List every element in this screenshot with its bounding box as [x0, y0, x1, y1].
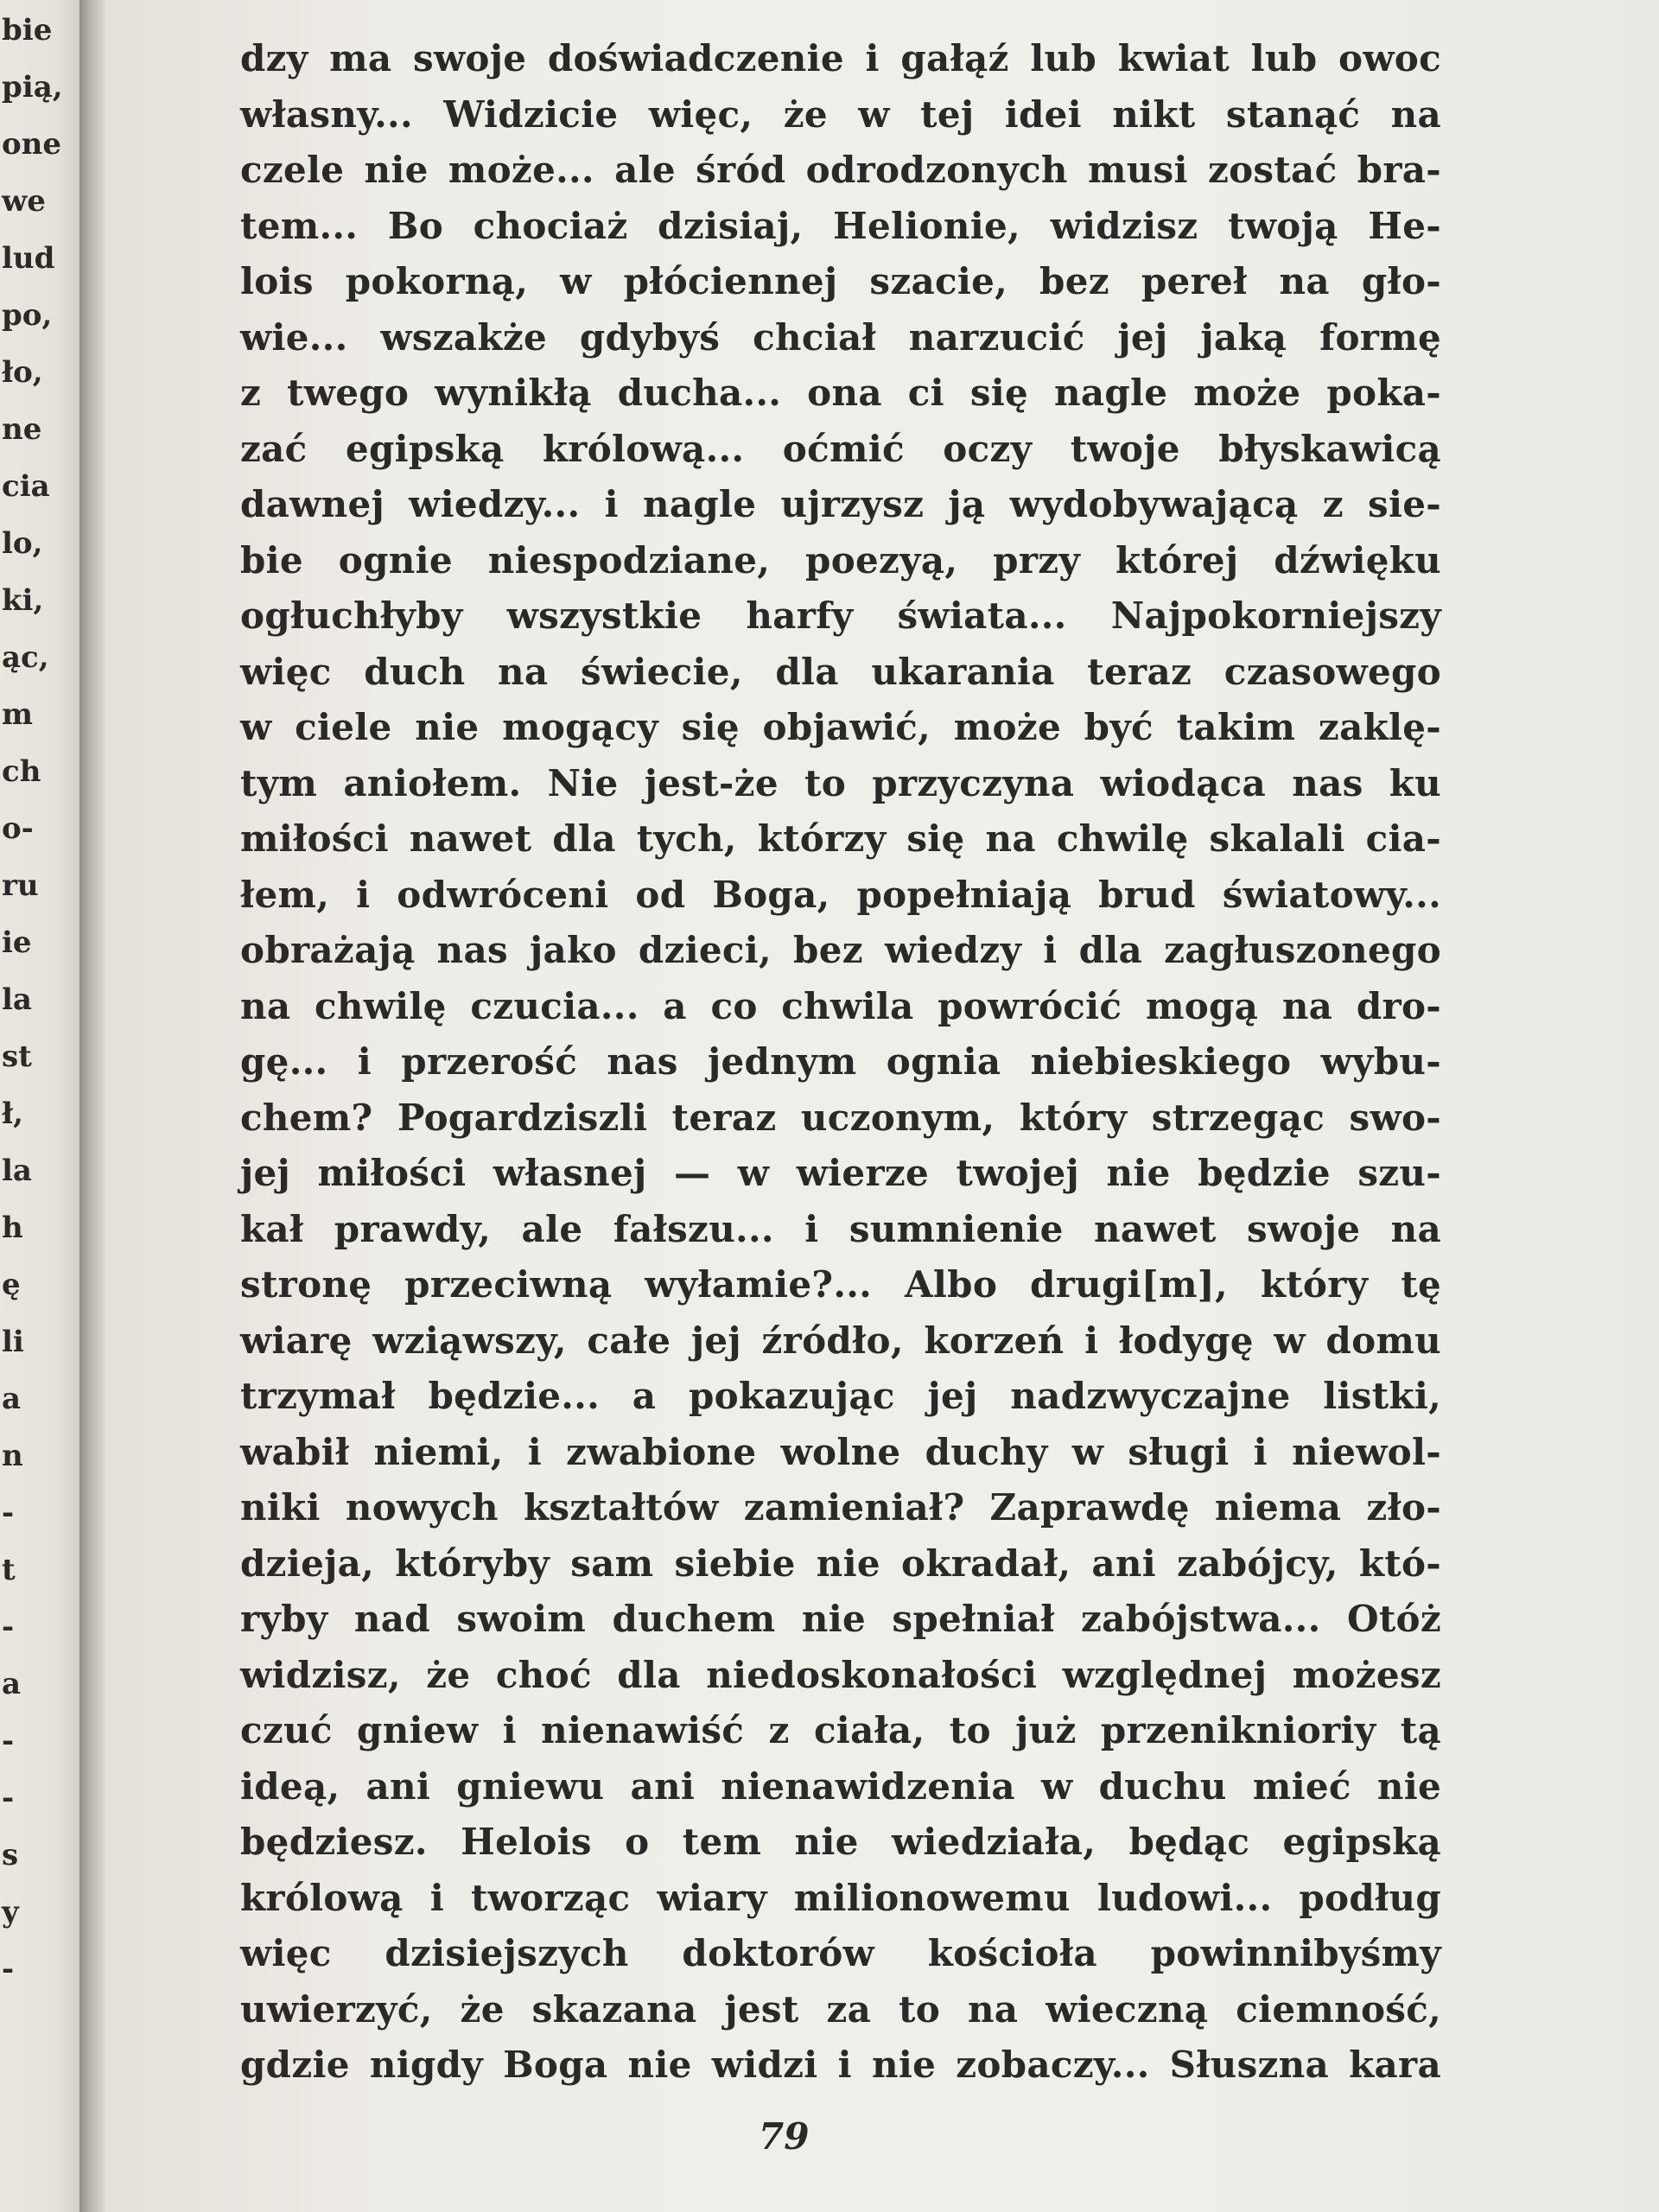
text-line: kał prawdy, ale fałszu... i sumnienie nawet swoje na — [240, 1207, 1441, 1250]
facing-page-fragment: st — [2, 1039, 32, 1074]
facing-page-fragment: ne — [2, 412, 42, 447]
text-line: ryby nad swoim duchem nie spełniał zabójstwa... Otóż — [240, 1598, 1441, 1640]
text-line: chem? Pogardziszli teraz uczonym, który strzegąc swo- — [240, 1096, 1441, 1139]
text-line: wabił niemi, i zwabione wolne duchy w sługi i niewol- — [240, 1430, 1441, 1473]
text-line: obrażają nas jako dzieci, bez wiedzy i dla zagłuszonego — [240, 929, 1441, 971]
facing-page-fragment: cia — [2, 469, 50, 504]
text-line: miłości nawet dla tych, którzy się na chwilę skalali cia- — [240, 817, 1441, 860]
facing-page-fragment: la — [2, 1154, 32, 1188]
text-line: uwierzyć, że skazana jest za to na wieczną ciemność, — [240, 1987, 1441, 2031]
text-line: dzy ma swoje doświadczenie i gałąź lub kwiat lub owoc — [240, 37, 1441, 79]
text-line: trzymał będzie... a pokazując jej nadzwyczajne listki, — [240, 1375, 1441, 1417]
text-line: królową i tworząc wiary milionowemu ludowi... podług — [240, 1876, 1441, 1919]
facing-page-fragment: ło, — [2, 355, 43, 390]
facing-page-fragment: ru — [2, 868, 39, 903]
text-line: czele nie może... ale śród odrodzonych musi zostać bra- — [240, 149, 1441, 191]
text-line: gę... i przerość nas jednym ognia niebieskiego wybu- — [240, 1040, 1441, 1083]
text-line: łem, i odwróceni od Boga, popełniają brud światowy... — [240, 873, 1441, 916]
text-line: ogłuchłyby wszystkie harfy świata... Najpokorniejszy — [240, 594, 1441, 637]
facing-page-fragment: - — [2, 1724, 15, 1758]
text-line: stronę przeciwną wyłamie?... Albo drugi[m], który tę — [240, 1263, 1441, 1306]
facing-page-fragment: po, — [2, 298, 53, 333]
text-line: będziesz. Helois o tem nie wiedziała, będąc egipską — [240, 1821, 1441, 1863]
facing-page-fragment: m — [2, 697, 33, 732]
facing-page-fragment: ę — [2, 1268, 21, 1302]
facing-page-fragment: bie — [2, 13, 53, 48]
facing-page-fragment: s — [2, 1838, 19, 1872]
text-line: dawnej wiedzy... i nagle ujrzysz ją wydobywającą z sie- — [240, 483, 1441, 525]
page-number: 79 — [759, 2115, 810, 2158]
text-line: więc dzisiejszych doktorów kościoła powinnibyśmy — [240, 1932, 1441, 1974]
text-line: jej miłości własnej — w wierze twojej nie będzie szu- — [240, 1152, 1441, 1194]
facing-page-fragment: n — [2, 1439, 23, 1473]
facing-page-fragment: ie — [2, 925, 32, 960]
facing-page-fragment: - — [2, 1610, 15, 1644]
facing-page-fragment: lud — [2, 241, 55, 276]
text-line: tem... Bo chociaż dzisiaj, Helionie, widzisz twoją He- — [240, 204, 1441, 247]
text-line: własny... Widzicie więc, że w tej idei nikt stanąć na — [240, 92, 1441, 136]
facing-page-fragment: ąc, — [2, 640, 49, 675]
facing-page-fragment: li — [2, 1325, 24, 1359]
facing-page-fragment: - — [2, 1952, 15, 1986]
facing-page-edge — [0, 0, 79, 2212]
text-line: na chwilę czucia... a co chwila powrócić mogą na dro- — [240, 984, 1441, 1027]
facing-page-fragment: t — [2, 1553, 16, 1587]
text-line: dzieja, któryby sam siebie nie okradał, ani zabójcy, któ- — [240, 1541, 1441, 1585]
facing-page-fragment: h — [2, 1211, 23, 1245]
text-line: tym aniołem. Nie jest-że to przyczyna wiodąca nas ku — [240, 761, 1441, 804]
facing-page-fragment: ł, — [2, 1096, 23, 1131]
facing-page-fragment: y — [2, 1895, 19, 1929]
facing-page-fragment: we — [2, 184, 46, 219]
facing-page-fragment: o- — [2, 811, 34, 846]
text-line: zać egipską królową... oćmić oczy twoje błyskawicą — [240, 427, 1441, 470]
text-line: czuć gniew i nienawiść z ciała, to już przeniknioriy tą — [240, 1709, 1441, 1751]
text-line: wie... wszakże gdybyś chciał narzucić jej jaką formę — [240, 315, 1441, 359]
text-line: gdzie nigdy Boga nie widzi i nie zobaczy... Słuszna kara — [240, 2044, 1441, 2086]
page-text — [240, 31, 1441, 2094]
facing-page-fragment: one — [2, 127, 62, 162]
text-line: z twego wynikłą ducha... ona ci się nagle może poka- — [240, 372, 1441, 414]
text-line: ideą, ani gniewu ani nienawidzenia w duchu mieć nie — [240, 1764, 1441, 1808]
text-line: niki nowych kształtów zamieniał? Zaprawdę niema zło- — [240, 1486, 1441, 1529]
facing-page-fragment: a — [2, 1667, 22, 1701]
facing-page-fragment: la — [2, 982, 32, 1017]
text-line: widzisz, że choć dla niedoskonałości względnej możesz — [240, 1653, 1441, 1696]
text-line: w ciele nie mogący się objawić, może być takim zaklę- — [240, 706, 1441, 748]
facing-page-fragment: - — [2, 1496, 15, 1530]
text-line: bie ognie niespodziane, poezyą, przy której dźwięku — [240, 538, 1441, 582]
book-page — [105, 0, 1659, 2212]
facing-page-fragment: a — [2, 1382, 22, 1416]
facing-page-fragment: - — [2, 1781, 15, 1815]
facing-page-fragment: pią, — [2, 70, 63, 105]
text-line: więc duch na świecie, dla ukarania teraz czasowego — [240, 650, 1441, 693]
text-line: wiarę wziąwszy, całe jej źródło, korzeń i łodygę w domu — [240, 1319, 1441, 1362]
facing-page-fragment: ch — [2, 754, 41, 789]
facing-page-fragment: lo, — [2, 526, 43, 561]
book-gutter — [79, 0, 105, 2212]
facing-page-fragment: ki, — [2, 583, 44, 618]
text-line: lois pokorną, w płóciennej szacie, bez pereł na gło- — [240, 260, 1441, 302]
